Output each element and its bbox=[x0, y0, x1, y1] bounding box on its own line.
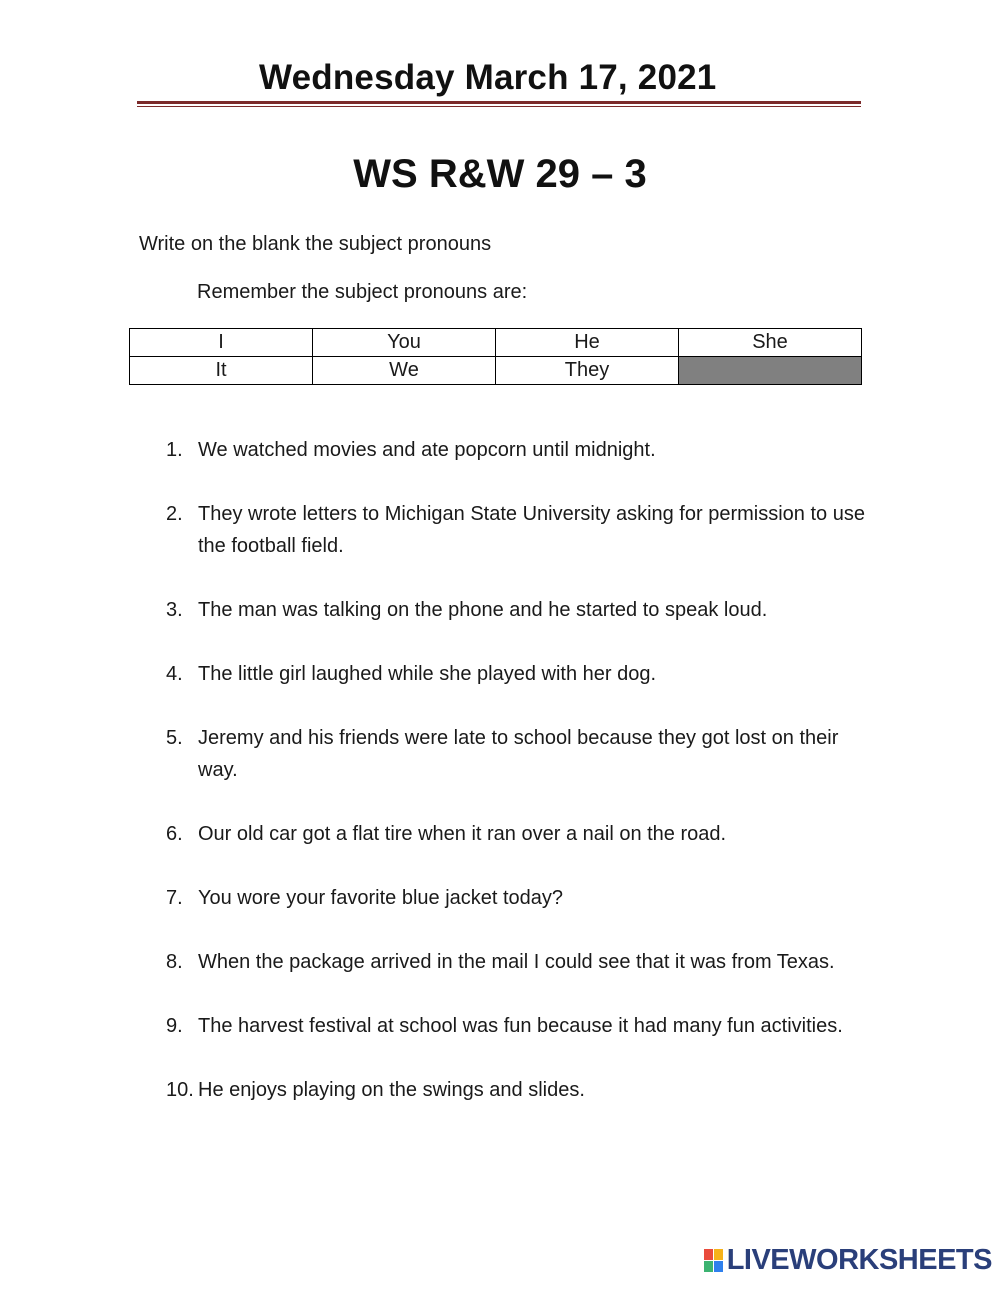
remember-text: Remember the subject pronouns are: bbox=[197, 281, 528, 303]
sentence-number: 6. bbox=[166, 823, 183, 845]
sentence-text: When the package arrived in the mail I could see that it was from Texas. bbox=[198, 951, 835, 973]
pronoun-cell: I bbox=[130, 329, 313, 357]
pronoun-cell: She bbox=[679, 329, 862, 357]
liveworksheets-logo-icon bbox=[704, 1249, 723, 1272]
logo-block bbox=[714, 1249, 723, 1260]
sentence-number: 1. bbox=[166, 439, 183, 461]
sentence-text: He enjoys playing on the swings and slides. bbox=[198, 1079, 585, 1101]
liveworksheets-logo bbox=[704, 1244, 992, 1277]
sentence-number: 9. bbox=[166, 1015, 183, 1037]
sentence-number: 3. bbox=[166, 599, 183, 621]
sentence-number: 8. bbox=[166, 951, 183, 973]
sentence-list bbox=[166, 434, 866, 1138]
worksheet-title: WS R&W 29 – 3 bbox=[353, 152, 647, 196]
pronoun-cell: You bbox=[313, 329, 496, 357]
sentence-text: We watched movies and ate popcorn until midnight. bbox=[198, 439, 656, 461]
sentence-text: Jeremy and his friends were late to school because they got lost on their way. bbox=[198, 727, 839, 781]
sentence-item bbox=[166, 722, 866, 786]
sentence-text: The man was talking on the phone and he started to speak loud. bbox=[198, 599, 768, 621]
sentence-item bbox=[166, 1074, 866, 1106]
header-rule-thick bbox=[137, 101, 861, 104]
sentence-item bbox=[166, 658, 866, 690]
pronoun-cell: We bbox=[313, 357, 496, 385]
pronoun-row bbox=[130, 329, 862, 357]
sentence-number: 5. bbox=[166, 727, 183, 749]
sentence-item bbox=[166, 946, 866, 978]
logo-block bbox=[704, 1249, 713, 1260]
logo-text: LIVEWORKSHEETS bbox=[726, 1244, 992, 1276]
pronoun-cell: He bbox=[496, 329, 679, 357]
pronoun-table bbox=[129, 328, 862, 385]
pronoun-cell-shaded bbox=[679, 357, 862, 385]
sentence-item bbox=[166, 434, 866, 466]
sentence-item bbox=[166, 594, 866, 626]
sentence-number: 4. bbox=[166, 663, 183, 685]
sentence-text: The little girl laughed while she played with her dog. bbox=[198, 663, 657, 685]
pronoun-cell: It bbox=[130, 357, 313, 385]
sentence-item bbox=[166, 498, 866, 562]
sentence-number: 10. bbox=[166, 1079, 194, 1101]
sentence-text: Our old car got a flat tire when it ran over a nail on the road. bbox=[198, 823, 727, 845]
logo-block bbox=[714, 1261, 723, 1272]
sentence-number: 7. bbox=[166, 887, 183, 909]
date-header: Wednesday March 17, 2021 bbox=[259, 58, 717, 97]
header-rule-thin bbox=[137, 106, 861, 107]
sentence-text: You wore your favorite blue jacket today? bbox=[198, 887, 564, 909]
logo-block bbox=[704, 1261, 713, 1272]
sentence-item bbox=[166, 818, 866, 850]
sentence-text: The harvest festival at school was fun because it had many fun activities. bbox=[198, 1015, 843, 1037]
sentence-item bbox=[166, 882, 866, 914]
pronoun-row bbox=[130, 357, 862, 385]
sentence-item bbox=[166, 1010, 866, 1042]
instruction-text: Write on the blank the subject pronouns bbox=[139, 233, 492, 255]
sentence-text: They wrote letters to Michigan State University asking for permission to use the football field. bbox=[198, 503, 865, 557]
sentence-number: 2. bbox=[166, 503, 183, 525]
pronoun-cell: They bbox=[496, 357, 679, 385]
